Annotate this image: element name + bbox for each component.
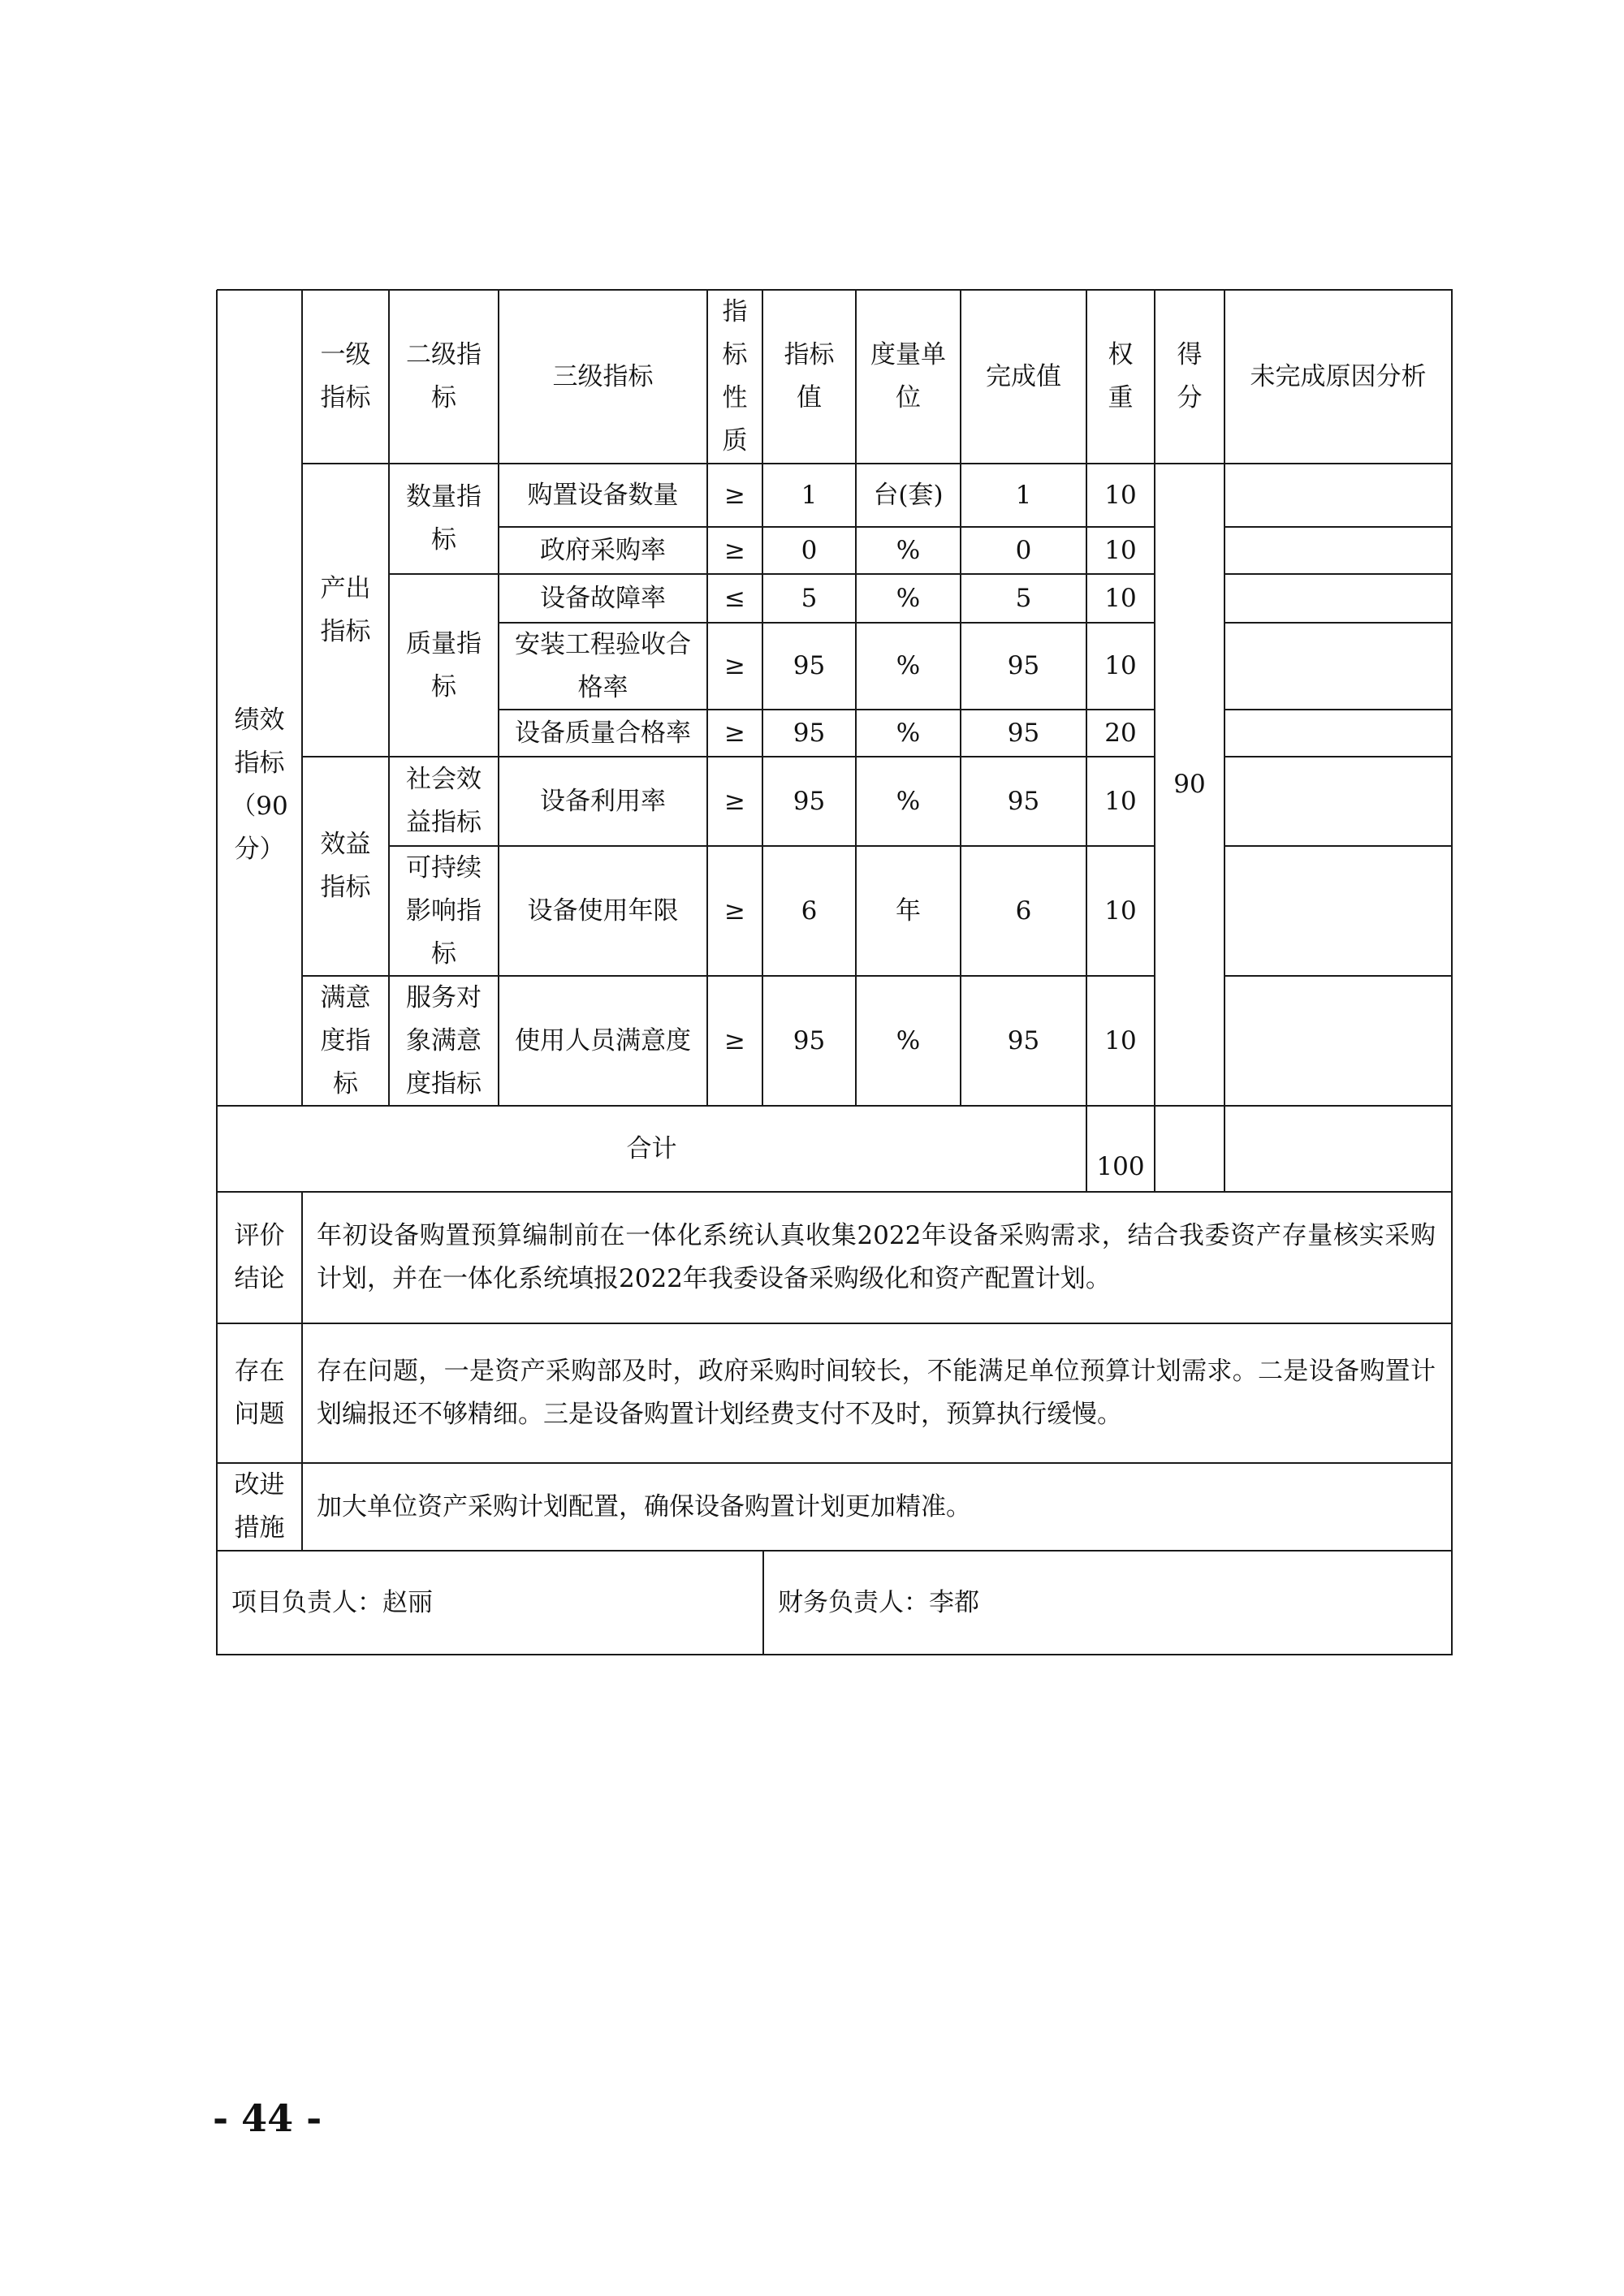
row-nature: ≥ <box>724 786 745 816</box>
page-number: - 44 - <box>213 2096 322 2140</box>
row-unit: % <box>896 718 921 748</box>
improvement-text: 加大单位资产采购计划配置，确保设备购置计划更加精准。 <box>317 1491 971 1521</box>
row-weight: 10 <box>1104 1025 1137 1055</box>
sum-label: 合计 <box>626 1133 677 1163</box>
problems-text: 存在问题，一是资产采购部及时，政府采购时间较长，不能满足单位预算计划需求。二是设备购置计划编报还不够精细。三是设备购置计划经费支付不及时，预算执行缓慢。 <box>317 1357 1436 1429</box>
row-unit: % <box>896 786 921 816</box>
row-nature: ≥ <box>724 718 745 748</box>
header-level2: 二级指标 <box>406 340 482 412</box>
row-value: 95 <box>793 1025 826 1055</box>
row-reason <box>1224 710 1452 757</box>
row-value: 95 <box>793 651 826 680</box>
row-weight: 10 <box>1104 583 1137 613</box>
sum-weight: 100 <box>1096 1152 1145 1181</box>
row-value: 1 <box>801 480 818 510</box>
header-value: 指标值 <box>784 340 835 412</box>
header-weight: 权重 <box>1108 340 1134 412</box>
header-level3: 三级指标 <box>552 361 654 391</box>
row-completed: 0 <box>1015 535 1032 565</box>
row-unit: % <box>896 651 921 680</box>
subgroup-quality: 质量指标 <box>406 628 482 701</box>
row-name: 购置设备数量 <box>527 480 679 510</box>
row-reason <box>1224 574 1452 623</box>
row-completed: 95 <box>1007 718 1040 748</box>
row-nature: ≥ <box>724 896 745 926</box>
row-nature: ≥ <box>724 480 745 510</box>
header-nature: 指标性质 <box>722 297 748 455</box>
subgroup-sustainable: 可持续影响指标 <box>406 852 482 969</box>
row-completed: 95 <box>1007 786 1040 816</box>
row-nature: ≤ <box>724 583 745 613</box>
header-level1: 一级指标 <box>320 340 371 412</box>
group-output: 产出指标 <box>320 573 371 646</box>
performance-label: 绩效指标（90分） <box>231 705 288 864</box>
row-name: 设备故障率 <box>540 583 666 613</box>
problems-label: 存在问题 <box>234 1357 285 1429</box>
group-satisfaction: 满意度指标 <box>320 982 371 1098</box>
row-completed: 95 <box>1007 651 1040 680</box>
evaluation-text: 年初设备购置预算编制前在一体化系统认真收集2022年设备采购需求，结合我委资产存量核实采购计划，并在一体化系统填报2022年我委设备采购级化和资产配置计划。 <box>317 1221 1436 1293</box>
row-value: 95 <box>793 786 826 816</box>
row-weight: 10 <box>1104 651 1137 680</box>
row-completed: 1 <box>1015 480 1032 510</box>
row-completed: 5 <box>1015 583 1032 613</box>
improvement-label: 改进措施 <box>234 1470 285 1543</box>
row-weight: 20 <box>1104 718 1137 748</box>
subgroup-service: 服务对象满意度指标 <box>406 982 482 1098</box>
row-name: 政府采购率 <box>540 535 666 565</box>
row-weight: 10 <box>1104 535 1137 565</box>
header-reason: 未完成原因分析 <box>1250 361 1427 391</box>
row-weight: 10 <box>1104 480 1137 510</box>
subgroup-social: 社会效益指标 <box>406 765 482 837</box>
row-name: 设备利用率 <box>540 786 666 816</box>
row-value: 6 <box>801 896 818 926</box>
row-unit: % <box>896 583 921 613</box>
row-reason <box>1224 846 1452 976</box>
row-unit: % <box>896 1025 921 1055</box>
row-reason <box>1224 623 1452 710</box>
row-unit: 台(套) <box>873 480 944 510</box>
row-unit: % <box>896 535 921 565</box>
row-value: 95 <box>793 718 826 748</box>
row-reason <box>1224 976 1452 1106</box>
evaluation-label: 评价结论 <box>234 1221 285 1293</box>
row-unit: 年 <box>896 896 921 926</box>
header-unit: 度量单位 <box>870 340 946 412</box>
row-name: 使用人员满意度 <box>515 1025 691 1055</box>
row-value: 0 <box>801 535 818 565</box>
row-nature: ≥ <box>724 1025 745 1055</box>
header-score: 得分 <box>1177 340 1203 412</box>
row-nature: ≥ <box>724 535 745 565</box>
row-name: 设备质量合格率 <box>515 718 691 748</box>
group-benefit: 效益指标 <box>320 830 371 902</box>
row-reason <box>1224 464 1452 527</box>
row-value: 5 <box>801 583 818 613</box>
row-reason <box>1224 757 1452 846</box>
header-completed: 完成值 <box>986 361 1061 391</box>
row-name: 安装工程验收合格率 <box>515 629 691 702</box>
row-completed: 95 <box>1007 1025 1040 1055</box>
subgroup-quantity: 数量指标 <box>406 482 482 555</box>
row-completed: 6 <box>1015 896 1032 926</box>
row-name: 设备使用年限 <box>527 896 679 926</box>
finance-lead-signature: 财务负责人：李都 <box>778 1587 979 1617</box>
row-weight: 10 <box>1104 896 1137 926</box>
row-reason <box>1224 527 1452 574</box>
row-weight: 10 <box>1104 786 1137 816</box>
row-nature: ≥ <box>724 651 745 680</box>
project-lead-signature: 项目负责人：赵丽 <box>231 1587 433 1617</box>
score-total: 90 <box>1173 770 1206 799</box>
